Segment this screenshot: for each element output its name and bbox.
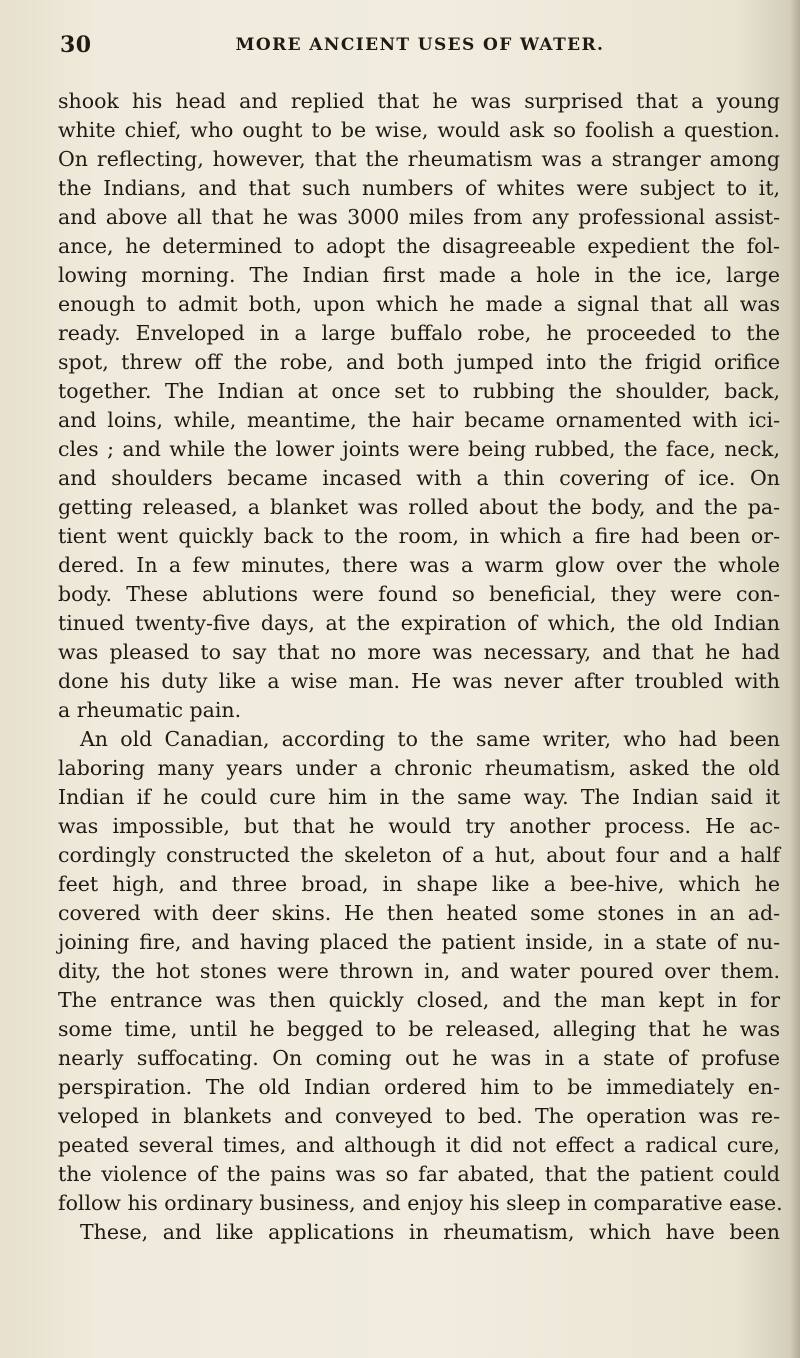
paragraph-start-line: An old Canadian, according to the same writer, who had been (80, 727, 780, 751)
text-line: shook his head and replied that he was surprised that a young (58, 89, 780, 113)
text-line: The entrance was then quickly closed, and the man kept in for (58, 988, 780, 1012)
text-line: dered. In a few minutes, there was a warm glow over the whole (58, 553, 780, 577)
text-line: and loins, while, meantime, the hair became ornamented with ici- (58, 408, 780, 432)
text-line: enough to admit both, upon which he made a signal that all was (58, 292, 780, 316)
text-line: cles ; and while the lower joints were being rubbed, the face, neck, (58, 437, 780, 461)
text-line: veloped in blankets and conveyed to bed. The operation was re- (58, 1104, 780, 1128)
page-edge-shadow (790, 0, 800, 1358)
text-line: perspiration. The old Indian ordered him to be immediately en- (58, 1075, 780, 1099)
paragraph-start-line: These, and like applications in rheumatism, which have been (80, 1220, 780, 1244)
text-line: laboring many years under a chronic rheumatism, asked the old (58, 756, 780, 780)
text-line: getting released, a blanket was rolled about the body, and the pa- (58, 495, 780, 519)
text-line: some time, until he begged to be released, alleging that he was (58, 1017, 780, 1041)
text-line: body. These ablutions were found so beneficial, they were con- (58, 582, 780, 606)
paragraph-end-line: a rheumatic pain. (58, 698, 242, 722)
text-line: feet high, and three broad, in shape like a bee-hive, which he (58, 872, 780, 896)
running-head: MORE ANCIENT USES OF WATER. (235, 35, 605, 55)
text-line: was impossible, but that he would try another process. He ac- (58, 814, 780, 838)
text-line: covered with deer skins. He then heated some stones in an ad- (58, 901, 780, 925)
text-line: tient went quickly back to the room, in which a fire had been or- (58, 524, 780, 548)
body-text (58, 87, 783, 1247)
text-line: the Indians, and that such numbers of whites were subject to it, (58, 176, 780, 200)
text-line: joining fire, and having placed the patient inside, in a state of nu- (58, 930, 780, 954)
text-line: together. The Indian at once set to rubbing the shoulder, back, (58, 379, 780, 403)
page-header (60, 32, 780, 60)
text-line: ready. Enveloped in a large buffalo robe, he proceeded to the (58, 321, 780, 345)
text-line: follow his ordinary business, and enjoy his sleep in comparative ease. (58, 1191, 783, 1215)
text-line: was pleased to say that no more was necessary, and that he had (58, 640, 780, 664)
text-line: done his duty like a wise man. He was never after troubled with (58, 669, 780, 693)
page-number: 30 (60, 32, 92, 58)
text-line: spot, threw off the robe, and both jumped into the frigid orifice (58, 350, 780, 374)
text-line: and shoulders became incased with a thin covering of ice. On (58, 466, 780, 490)
text-line: white chief, who ought to be wise, would ask so foolish a question. (58, 118, 780, 142)
text-line: On reflecting, however, that the rheumatism was a stranger among (58, 147, 780, 171)
text-line: nearly suffocating. On coming out he was in a state of profuse (58, 1046, 780, 1070)
text-line: cordingly constructed the skeleton of a hut, about four and a half (58, 843, 780, 867)
text-line: dity, the hot stones were thrown in, and water poured over them. (58, 959, 780, 983)
text-line: lowing morning. The Indian first made a hole in the ice, large (58, 263, 780, 287)
text-line: tinued twenty-five days, at the expiration of which, the old Indian (58, 611, 780, 635)
text-line: and above all that he was 3000 miles from any professional assist- (58, 205, 780, 229)
text-line: ance, he determined to adopt the disagreeable expedient the fol- (58, 234, 780, 258)
text-line: Indian if he could cure him in the same way. The Indian said it (58, 785, 780, 809)
text-line: peated several times, and although it did not effect a radical cure, (58, 1133, 780, 1157)
text-line: the violence of the pains was so far abated, that the patient could (58, 1162, 780, 1186)
